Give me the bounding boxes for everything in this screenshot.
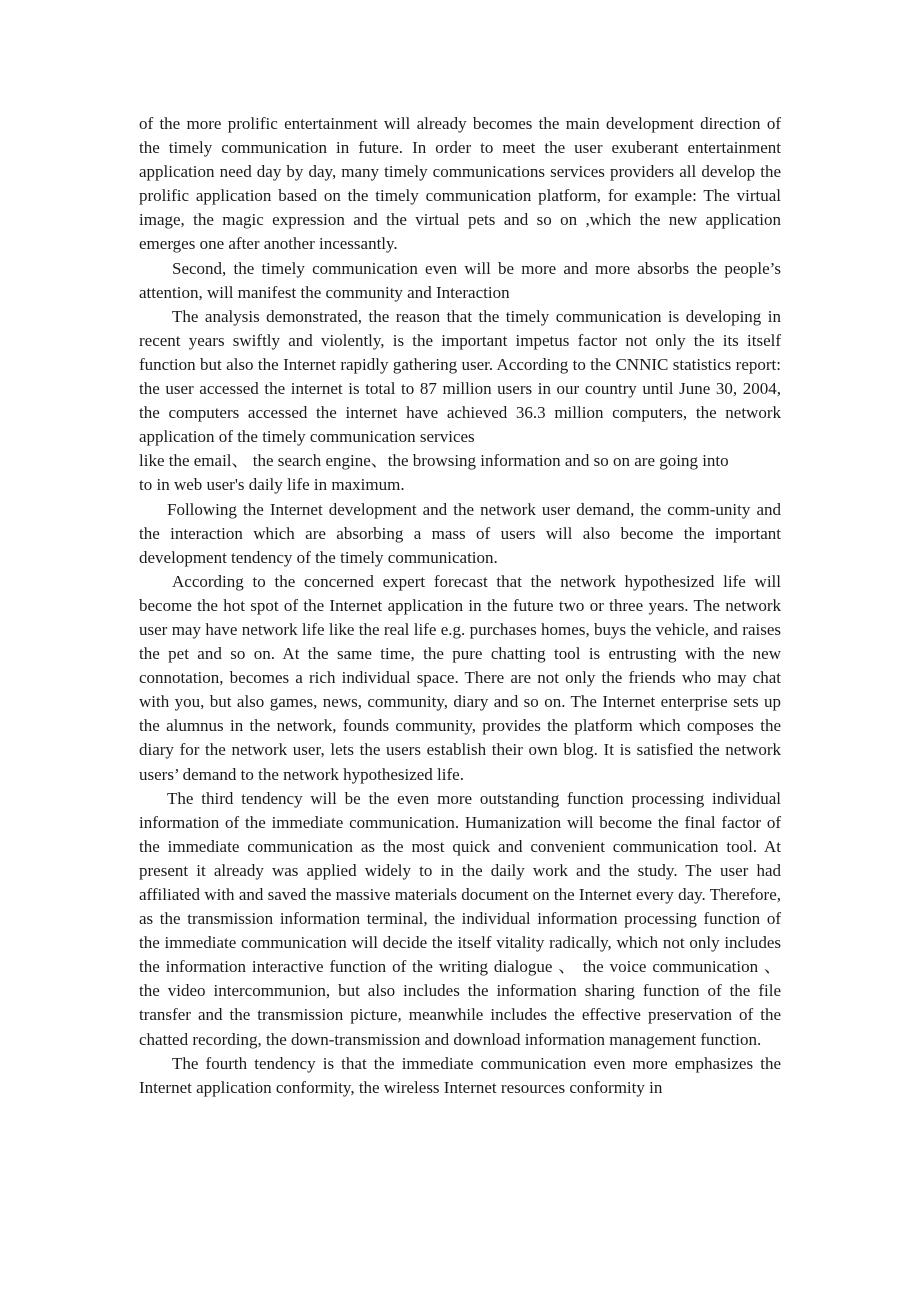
document-page <box>139 112 781 1100</box>
paragraph-1: of the more prolific entertainment will already becomes the main development direction of the timely communication in future. In order to meet the user exuberant entertainment application need day by day, many timely communications services providers all develop the prolific application based on the timely communication platform, for example: The virtual image, the magic expression and the virtual pets and so on ,which the new application emerges one after another incessantly. <box>139 114 781 254</box>
paragraph-4: Following the Internet development and the network user demand, the comm-unity and the interaction which are absorbing a mass of users will also become the important development tendency of the timely communication. <box>139 499 781 567</box>
paragraph-5: According to the concerned expert forecast that the network hypothesized life will become the hot spot of the Internet application in the future two or three years. The network user may have network life like the real life e.g. purchases homes, buys the vehicle, and raises the pet and so on. At the same time, the pure chatting tool is entrusting with the new connotation, becomes a rich individual space. There are not only the friends who may chat with you, but also games, news, community, diary and so on. The Internet enterprise sets up the alumnus in the network, founds community, provides the platform which composes the diary for the network user, lets the users establish their own blog. It is satisfied the network users’ demand to the network hypothesized life. <box>139 571 781 784</box>
paragraph-7: The fourth tendency is that the immediate communication even more emphasizes the Internet application conformity, the wireless Internet resources conformity in <box>139 1053 781 1097</box>
paragraph-3-last-line: to in web user's daily life in maximum. <box>139 475 405 495</box>
paragraph-2: Second, the timely communication even will be more and more absorbs the people’s attention, will manifest the community and Interaction <box>139 258 781 302</box>
paragraph-6: The third tendency will be the even more outstanding function processing individual information of the immediate communication. Humanization will become the final factor of the immediate communication as the most quick and convenient communication tool. At present it already was applied widely to in the daily work and the study. The user had affiliated with and saved the massive materials document on the Internet every day. Therefore, as the transmission information terminal, the individual information processing function of the immediate communication will decide the itself vitality radically, which not only includes the information interactive function of the writing dialogue 、 the voice communication 、 the video intercommunion, but also includes the information sharing function of the file transfer and the transmission picture, meanwhile includes the effective preservation of the chatted recording, the down-transmission and download information management function. <box>139 788 781 1049</box>
paragraph-3-line-email: like the email、 the search engine、the browsing information and so on are going into <box>139 451 729 471</box>
paragraph-3: The analysis demonstrated, the reason that the timely communication is developing in recent years swiftly and violently, is the important impetus factor not only the its itself function but also the Internet rapidly gathering user. According to the CNNIC statistics report: the user accessed the internet is total to 87 million users in our country until June 30, 2004, the computers accessed the internet have achieved 36.3 million computers, the network application of the timely communication services <box>139 306 781 447</box>
